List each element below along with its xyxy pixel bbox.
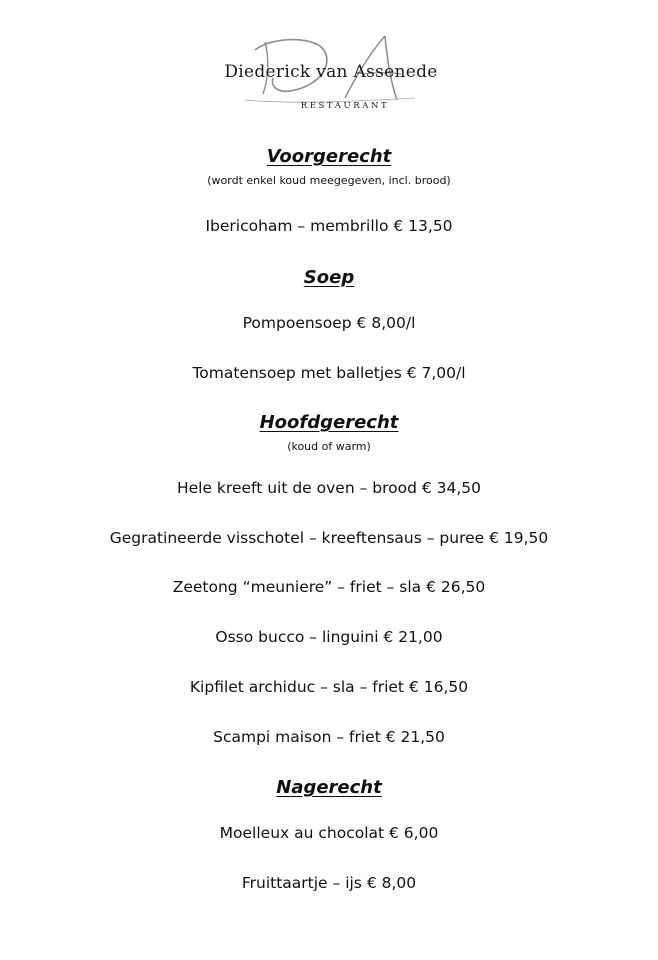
section-note-voorgerecht: (wordt enkel koud meegegeven, incl. brood) xyxy=(207,174,451,187)
restaurant-name: Diederick van Assenede xyxy=(224,62,438,82)
menu-item: Kipfilet archiduc – sla – friet € 16,50 xyxy=(189,678,469,696)
restaurant-subtitle: RESTAURANT xyxy=(300,101,390,111)
menu-item: Osso bucco – linguini € 21,00 xyxy=(215,628,443,646)
menu-item: Zeetong “meuniere” – friet – sla € 26,50 xyxy=(172,578,486,596)
menu-item: Ibericoham – membrillo € 13,50 xyxy=(205,217,453,235)
section-title-nagerecht: Nagerecht xyxy=(276,777,382,798)
section-title-voorgerecht: Voorgerecht xyxy=(266,146,392,167)
menu-item: Moelleux au chocolat € 6,00 xyxy=(219,824,439,842)
section-note-hoofdgerecht: (koud of warm) xyxy=(287,440,371,453)
menu-item: Gegratineerde visschotel – kreeftensaus – puree € 19,50 xyxy=(109,529,549,547)
menu-item: Scampi maison – friet € 21,50 xyxy=(213,728,445,746)
section-title-hoofdgerecht: Hoofdgerecht xyxy=(259,412,399,433)
menu-item: Fruittaartje – ijs € 8,00 xyxy=(241,874,417,892)
menu-item: Pompoensoep € 8,00/l xyxy=(242,314,416,332)
menu-item: Tomatensoep met balletjes € 7,00/l xyxy=(192,364,466,382)
section-title-soep: Soep xyxy=(303,267,355,288)
menu-item: Hele kreeft uit de oven – brood € 34,50 xyxy=(176,479,482,497)
